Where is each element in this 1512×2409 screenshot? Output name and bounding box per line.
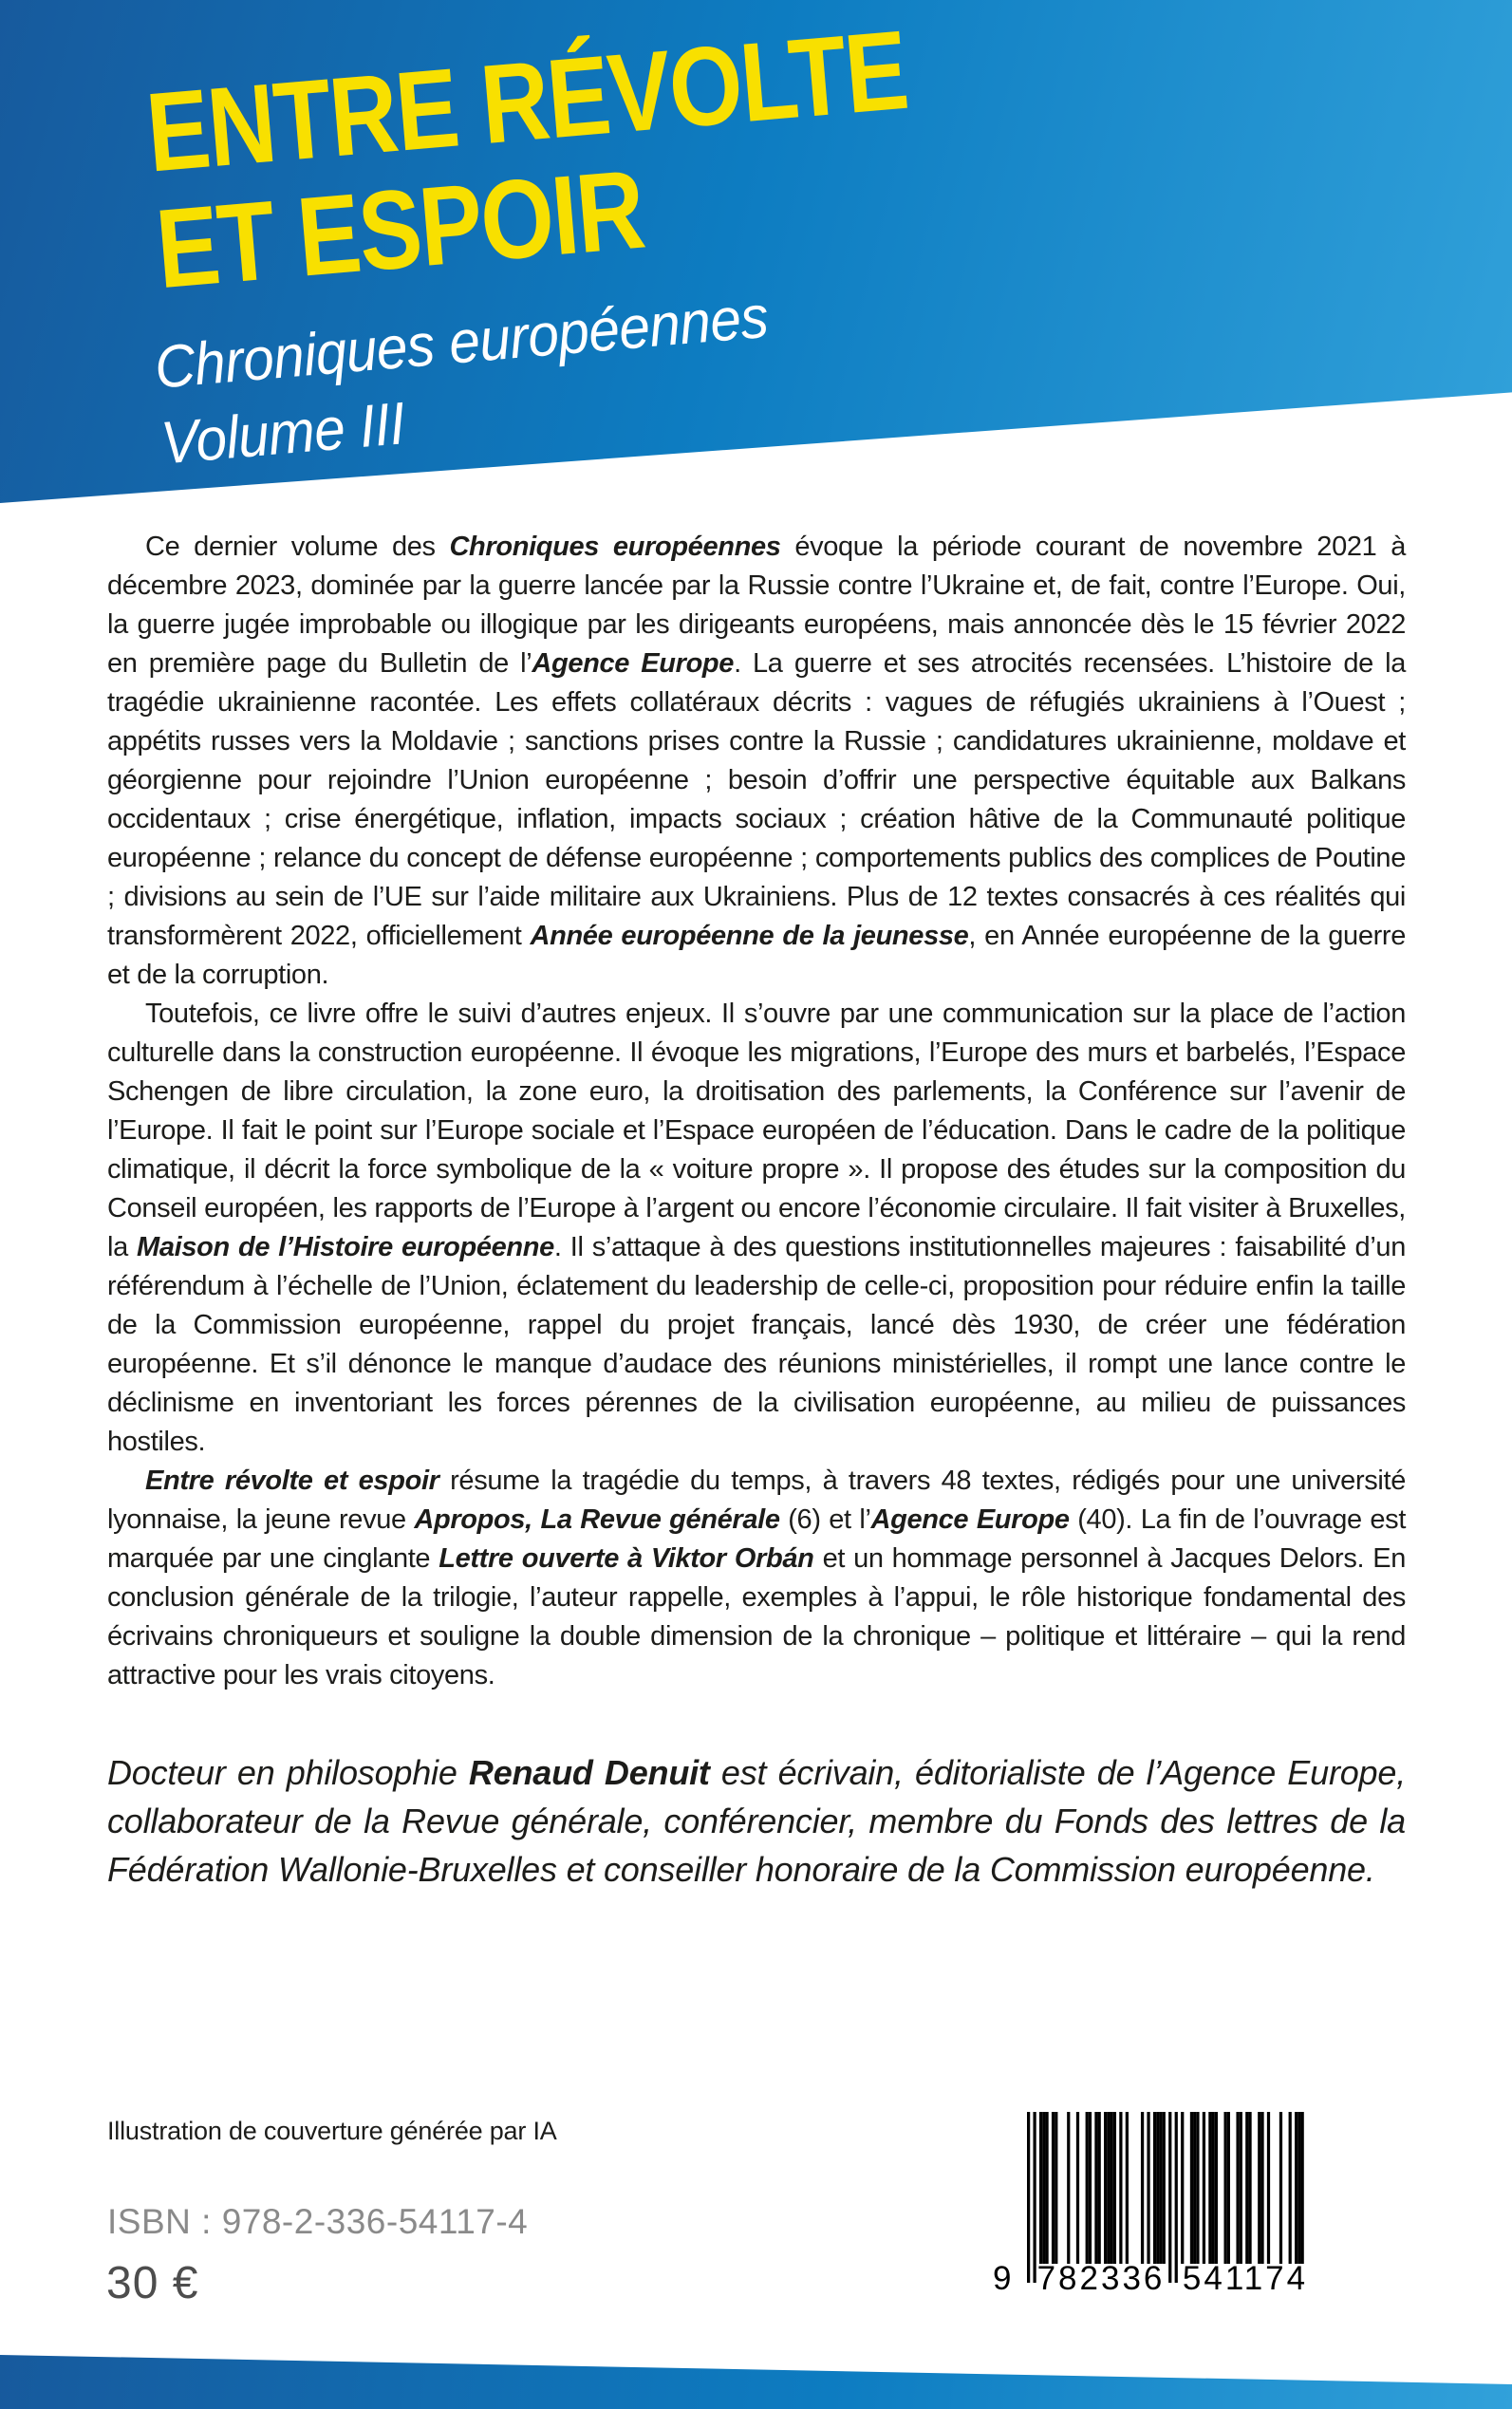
synopsis-paragraph-3: Entre révolte et espoir résume la tragédie du temps, à travers 48 textes, rédigés pour une université lyonnaise, la jeune revue Apropos, La Revue générale (6) et l’Agence Europe (40). La fin de l’ouvrage est marquée par une cinglante Lettre ouverte à Viktor Orbán et un hommage personnel à Jacques Delors. En conclusion générale de la trilogie, l’auteur rappelle, exemples à l’appui, le rôle historique fondamental des écrivains chroniqueurs et souligne la double dimension de la chronique – politique et littéraire – qui la rend attractive pour les vrais citoyens. xyxy=(107,1466,1407,1690)
illustration-credit: Illustration de couverture générée par IA xyxy=(107,2117,557,2145)
synopsis-paragraph-1: Ce dernier volume des Chroniques européennes évoque la période courant de novembre 2021 à décembre 2023, dominée par la guerre lancée par la Russie contre l’Ukraine et, de fait, contre l’Europe. Oui, la guerre jugée improbable ou illogique par les dirigeants européens, mais annoncée dès le 15 février 2022 en première page du Bulletin de l’Agence Europe. La guerre et ses atrocités recensées. L’histoire de la tragédie ukrainienne racontée. Les effets collatéraux décrits : vagues de réfugiés ukrainiens à l’Ouest ; appétits russes vers la Moldavie ; sanctions prises contre la Russie ; candidatures ukrainienne, moldave et géorgienne pour rejoindre l’Union européenne ; besoin d’offrir une perspective équitable aux Balkans occidentaux ; crise énergétique, inflation, impacts sociaux ; création hâtive de la Communauté politique européenne ; relance du concept de défense européenne ; comportements publics des complices de Poutine ; divisions au sein de l’UE sur l’aide militaire aux Ukrainiens. Plus de 12 textes consacrés à ces réalités qui transformèrent 2022, officiellement Année européenne de la jeunesse, en Année européenne de la guerre et de la corruption. xyxy=(107,532,1406,990)
synopsis-paragraph-2: Toutefois, ce livre offre le suivi d’autres enjeux. Il s’ouvre par une communication sur la place de l’action culturelle dans la construction européenne. Il évoque les migrations, l’Europe des murs et barbelés, l’Espace Schengen de libre circulation, la zone euro, la droitisation des parlements, la Conférence sur l’avenir de l’Europe. Il fait le point sur l’Europe sociale et l’Espace européen de l’éducation. Dans le cadre de la politique climatique, il décrit la force symbolique de la « voiture propre ». Il propose des études sur la composition du Conseil européen, les rapports de l’Europe à l’argent ou encore l’économie circulaire. Il fait visiter à Bruxelles, la Maison de l’Histoire européenne. Il s’attaque à des questions institutionnelles majeures : faisabilité d’un référendum à l’échelle de l’Union, éclatement du leadership de celle-ci, proposition pour réduire enfin la taille de la Commission européenne, rappel du projet français, lancé dès 1930, de créer une fédération européenne. Et s’il dénonce le manque d’audace des réunions ministérielles, il rompt une lance contre le déclinisme en inventoriant les forces pérennes de la civilisation européenne, au milieu de puissances hostiles. xyxy=(107,999,1406,1457)
ean13-barcode xyxy=(987,2112,1348,2316)
barcode-digits-right: 541174 xyxy=(1182,2260,1309,2297)
barcode-digits-left: 782336 xyxy=(1036,2260,1166,2297)
footer-blue-band xyxy=(0,2350,1512,2409)
title-line-2: ET ESPOIR xyxy=(151,146,648,313)
subtitle-series: Chroniques européennes xyxy=(152,283,771,402)
subtitle-volume: Volume III xyxy=(159,390,408,477)
isbn-number: ISBN : 978-2-336-54117-4 xyxy=(107,2202,529,2241)
title-line-1: ENTRE RÉVOLTE xyxy=(141,7,912,196)
barcode-digit-first: 9 xyxy=(993,2260,1012,2297)
synopsis xyxy=(107,528,1406,1894)
price: 30 € xyxy=(106,2258,199,2308)
barcode-digits xyxy=(987,2252,1348,2298)
author-bio: Docteur en philosophie Renaud Denuit est écrivain, éditorialiste de l’Agence Europe, collaborateur de la Revue générale, conférencier, membre du Fonds des lettres de la Fédération Wallonie-Bruxelles et conseiller honoraire de la Commission européenne. xyxy=(107,1753,1406,1889)
